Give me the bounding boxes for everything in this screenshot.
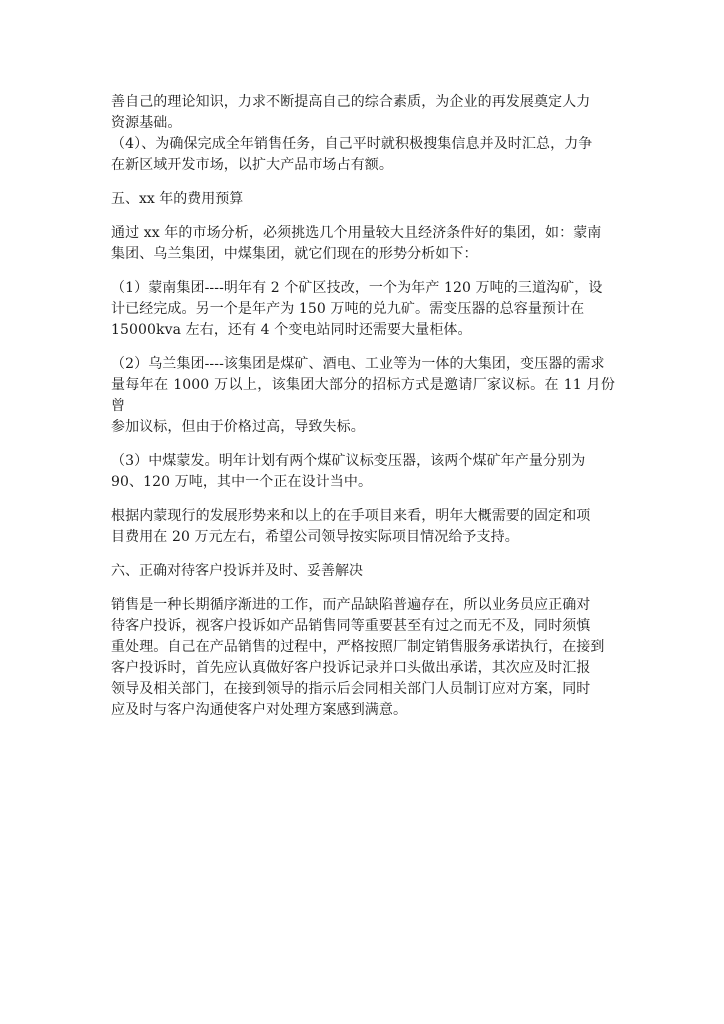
document-page [111, 92, 615, 721]
section-heading-6: 六、正确对待客户投诉并及时、妥善解决 [111, 563, 363, 579]
paragraph-zhongmei: （3）中煤蒙发。明年计划有两个煤矿议标变压器，该两个煤矿年产量分别为 90、120 万吨，其中一个正在设计当中。 [111, 453, 586, 490]
paragraph-mengnan: （1）蒙南集团----明年有 2 个矿区技改，一个为年产 120 万吨的三道沟矿，设 计已经完成。另一个是年产为 150 万吨的兑九矿。需变压器的总容量预计在 15000kva 左右，还有 4 个变电站同时还需要大量柜体。 [111, 280, 603, 338]
paragraph-gap [111, 493, 615, 506]
paragraph-intro: 善自己的理论知识，力求不断提高自己的综合素质，为企业的再发展奠定人力 资源基础。 （4）、为确保完成全年销售任务，自己平时就积极搜集信息并及时汇总，力争 在新区域开发市场，以扩大产品市场占有额。 [111, 94, 593, 173]
paragraph-market-analysis: 通过 xx 年的市场分析，必须挑选几个用量较大且经济条件好的集团，如：蒙南 集团、乌兰集团，中煤集团，就它们现在的形势分析如下： [111, 225, 602, 262]
paragraph-wulan: （2）乌兰集团----该集团是煤矿、酒电、工业等为一体的大集团，变压器的需求 量每年在 1000 万以上，该集团大部分的招标方式是邀请厂家议标。在 11 月份曾 参加议标，但由于价格过高，导致失标。 [111, 356, 615, 435]
paragraph-gap [111, 582, 615, 595]
paragraph-gap [111, 548, 615, 561]
paragraph-budget-summary: 根据内蒙现行的发展形势来和以上的在手项目来看，明年大概需要的固定和项 目费用在 20 万元左右，希望公司领导按实际项目情况给予支持。 [111, 508, 591, 545]
paragraph-gap [111, 210, 615, 223]
paragraph-gap [111, 438, 615, 451]
paragraph-gap [111, 176, 615, 189]
section-heading-5: 五、xx 年的费用预算 [111, 191, 244, 207]
paragraph-complaints: 销售是一种长期循序渐进的工作，而产品缺陷普遍存在，所以业务员应正确对 待客户投诉，视客户投诉如产品销售同等重要甚至有过之而无不及，同时须慎 重处理。自己在产品销售的过程中，严格按照厂制定销售服务承诺执行，在接到 客户投诉时，首先应认真做好客户投诉记录并口头做出承诺，其次应及时汇报 领导及相关部门，在接到领导的指示后会同相关部门人员制订应对方案，同时 应及时与客户沟通使客户对处理方案感到满意。 [111, 597, 605, 718]
paragraph-gap [111, 341, 615, 354]
paragraph-gap [111, 265, 615, 278]
